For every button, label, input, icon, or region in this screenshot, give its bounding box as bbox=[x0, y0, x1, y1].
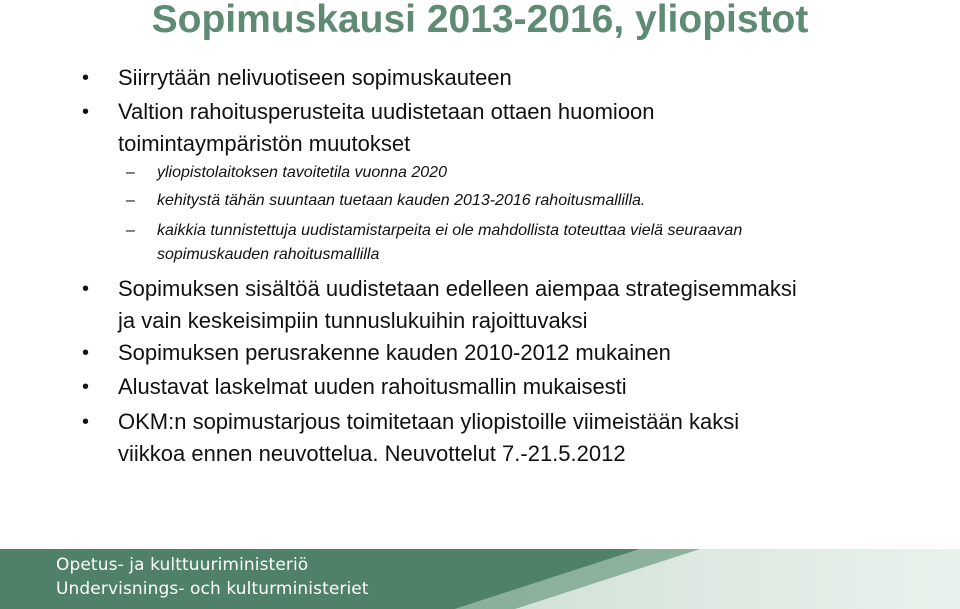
bullet-dot: • bbox=[82, 278, 90, 300]
bullet-dot: • bbox=[82, 376, 90, 398]
bullet-text: toimintaympäristön muutokset bbox=[118, 131, 411, 156]
bullet-text: Valtion rahoitusperusteita uudistetaan ottaen huomioon bbox=[118, 99, 655, 124]
sub-bullet-dash: – bbox=[126, 222, 135, 239]
bullet-text: Alustavat laskelmat uuden rahoitusmallin mukaisesti bbox=[118, 374, 627, 399]
footer-ministry-sv: Undervisnings- och kulturministeriet bbox=[56, 579, 369, 599]
bullet-text: Siirrytään nelivuotiseen sopimuskauteen bbox=[118, 65, 512, 90]
bullet-dot: • bbox=[82, 67, 90, 89]
footer-ministry-fi: Opetus- ja kulttuuriministeriö bbox=[56, 555, 309, 575]
sub-bullet-text: kaikkia tunnistettuja uudistamistarpeita ei ole mahdollista toteuttaa vielä seuraavan bbox=[157, 222, 743, 239]
bullet-text: Sopimuksen sisältöä uudistetaan edelleen aiempaa strategisemmaksi bbox=[118, 276, 797, 301]
slide-title: Sopimuskausi 2013-2016, yliopistot bbox=[151, 0, 809, 41]
bullet-text: Sopimuksen perusrakenne kauden 2010-2012 mukainen bbox=[118, 340, 671, 365]
footer-banner bbox=[0, 549, 960, 609]
bullet-text: OKM:n sopimustarjous toimitetaan yliopistoille viimeistään kaksi bbox=[118, 409, 740, 434]
bullet-dot: • bbox=[82, 101, 90, 123]
sub-bullet-dash: – bbox=[126, 192, 135, 209]
bullet-dot: • bbox=[82, 411, 90, 433]
bullet-text: ja vain keskeisimpiin tunnuslukuihin rajoittuvaksi bbox=[118, 308, 588, 333]
bullet-dot: • bbox=[82, 342, 90, 364]
sub-bullet-text: kehitystä tähän suuntaan tuetaan kauden 2013-2016 rahoitusmallilla. bbox=[157, 192, 646, 209]
bullet-text: viikkoa ennen neuvottelua. Neuvottelut 7.-21.5.2012 bbox=[118, 441, 626, 466]
sub-bullet-text: sopimuskauden rahoitusmallilla bbox=[157, 246, 380, 263]
sub-bullet-dash: – bbox=[126, 164, 135, 181]
sub-bullet-text: yliopistolaitoksen tavoitetila vuonna 2020 bbox=[157, 164, 447, 181]
